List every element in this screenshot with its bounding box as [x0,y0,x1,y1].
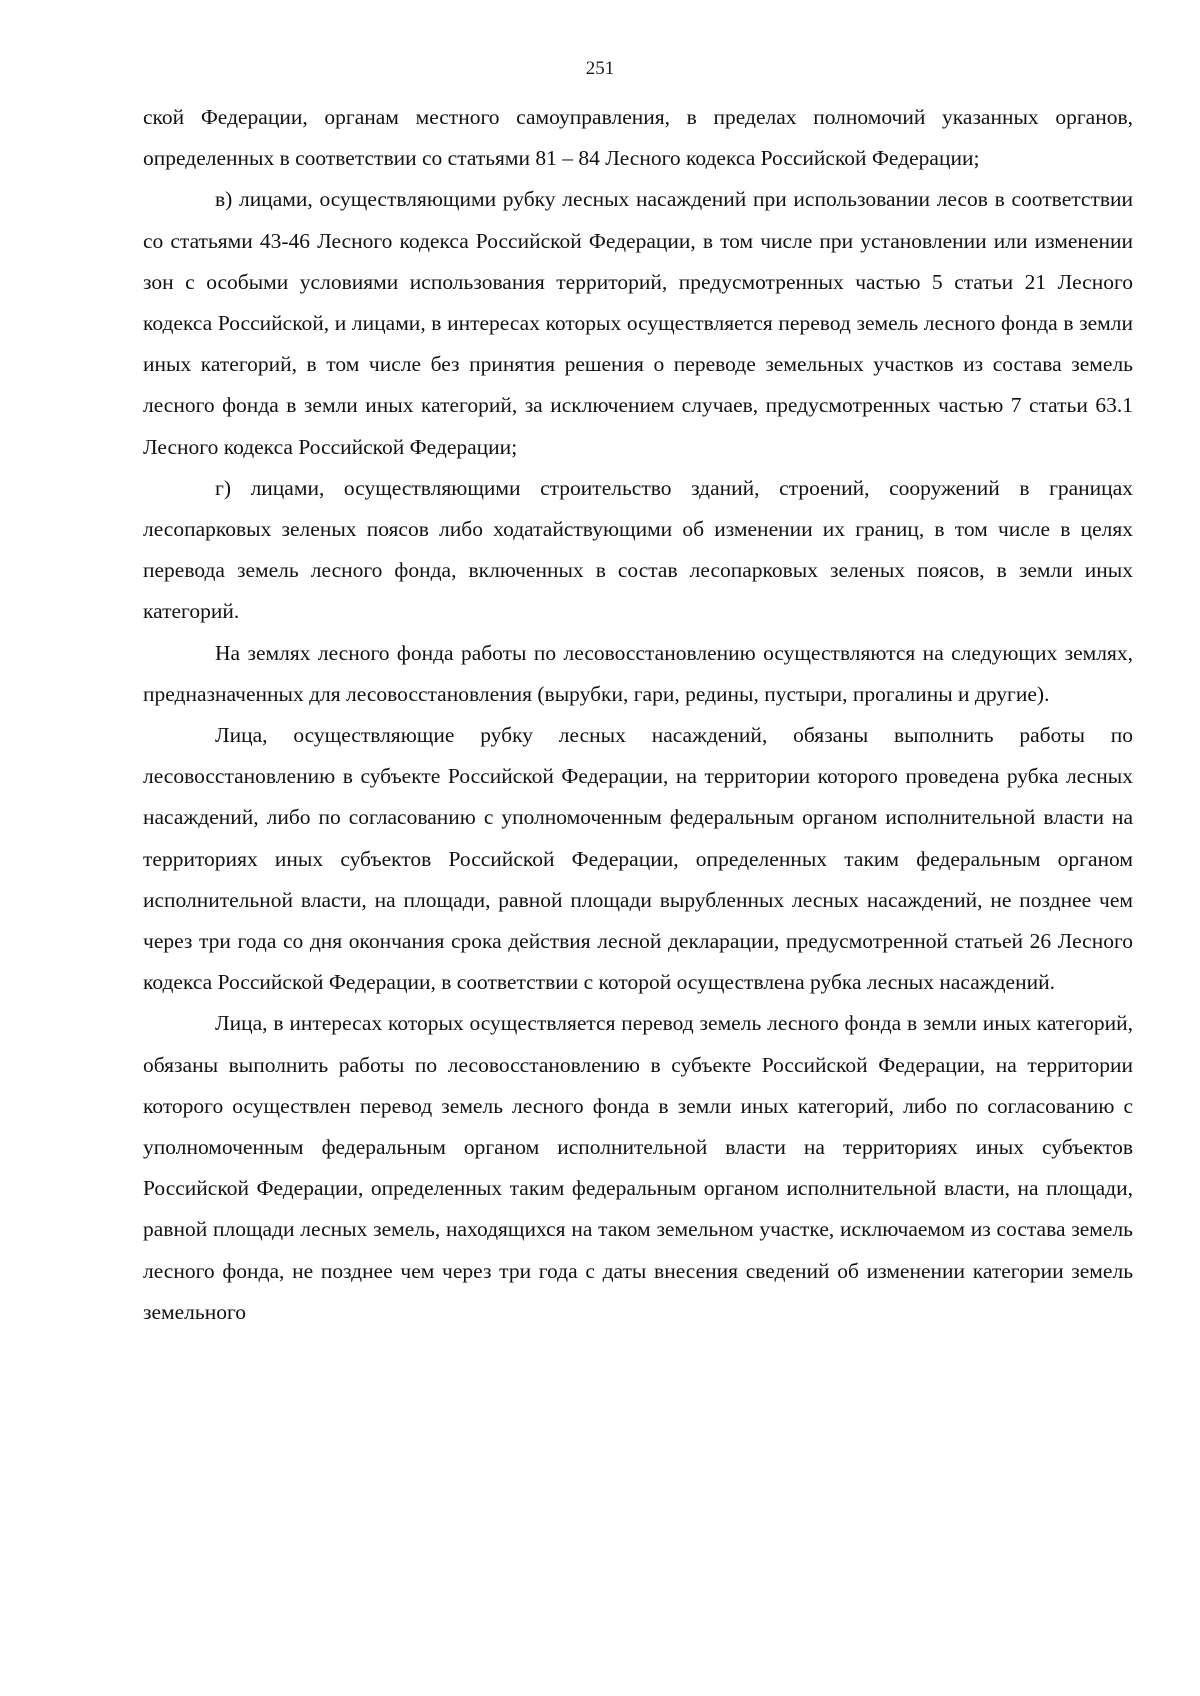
page-body [143,97,1133,1333]
paragraph-logging-obligations: Лица, осуществляющие рубку лесных насаждений, обязаны выполнить работы по лесовосстановлению в субъекте Российской Федерации, на территории которого проведена рубка лесных насаждений, либо по согласованию с уполномоченным федеральным органом исполнительной власти на территориях иных субъектов Российской Федерации, определенных таким федеральным органом исполнительной власти, на площади, равной площади вырубленных лесных насаждений, не позднее чем через три года со дня окончания срока действия лесной декларации, предусмотренной статьей 26 Лесного кодекса Российской Федерации, в соответствии с которой осуществлена рубка лесных насаждений. [143,723,1133,995]
page-number: 251 [585,58,615,79]
paragraph-item-g: г) лицами, осуществляющими строительство зданий, строений, сооружений в границах лесопарковых зеленых поясов либо ходатайствующими об изменении их границ, в том числе в целях перевода земель лесного фонда, включенных в состав лесопарковых зеленых поясов, в земли иных категорий. [143,475,1133,624]
paragraph-land-transfer-obligations: Лица, в интересах которых осуществляется перевод земель лесного фонда в земли иных категорий, обязаны выполнить работы по лесовосстановлению в субъекте Российской Федерации, на территории которого осуществлен перевод земель лесного фонда в земли иных категорий, либо по согласованию с уполномоченным федеральным органом исполнительной власти на территориях иных субъектов Российской Федерации, определенных таким федеральным органом исполнительной власти, на площади, равной площади лесных земель, находящихся на таком земельном участке, исключаемом из состава земель лесного фонда, не позднее чем через три года с даты внесения сведений об изменении категории земель земельного [143,1011,1133,1324]
paragraph-item-v: в) лицами, осуществляющими рубку лесных насаждений при использовании лесов в соответствии со статьями 43-46 Лесного кодекса Российской Федерации, в том числе при установлении или изменении зон с особыми условиями использования территорий, предусмотренных частью 5 статьи 21 Лесного кодекса Российской, и лицами, в интересах которых осуществляется перевод земель лесного фонда в земли иных категорий, в том числе без принятия решения о переводе земельных участков из состава земель лесного фонда в земли иных категорий, за исключением случаев, предусмотренных частью 7 статьи 63.1 Лесного кодекса Российской Федерации; [143,187,1133,459]
paragraph-continuation: ской Федерации, органам местного самоуправления, в пределах полномочий указанных органов, определенных в соответствии со статьями 81 – 84 Лесного кодекса Российской Федерации; [143,105,1133,171]
paragraph-lands-for-reforestation: На землях лесного фонда работы по лесовосстановлению осуществляются на следующих землях, предназначенных для лесовосстановления (вырубки, гари, редины, пустыри, прогалины и другие). [143,640,1133,706]
